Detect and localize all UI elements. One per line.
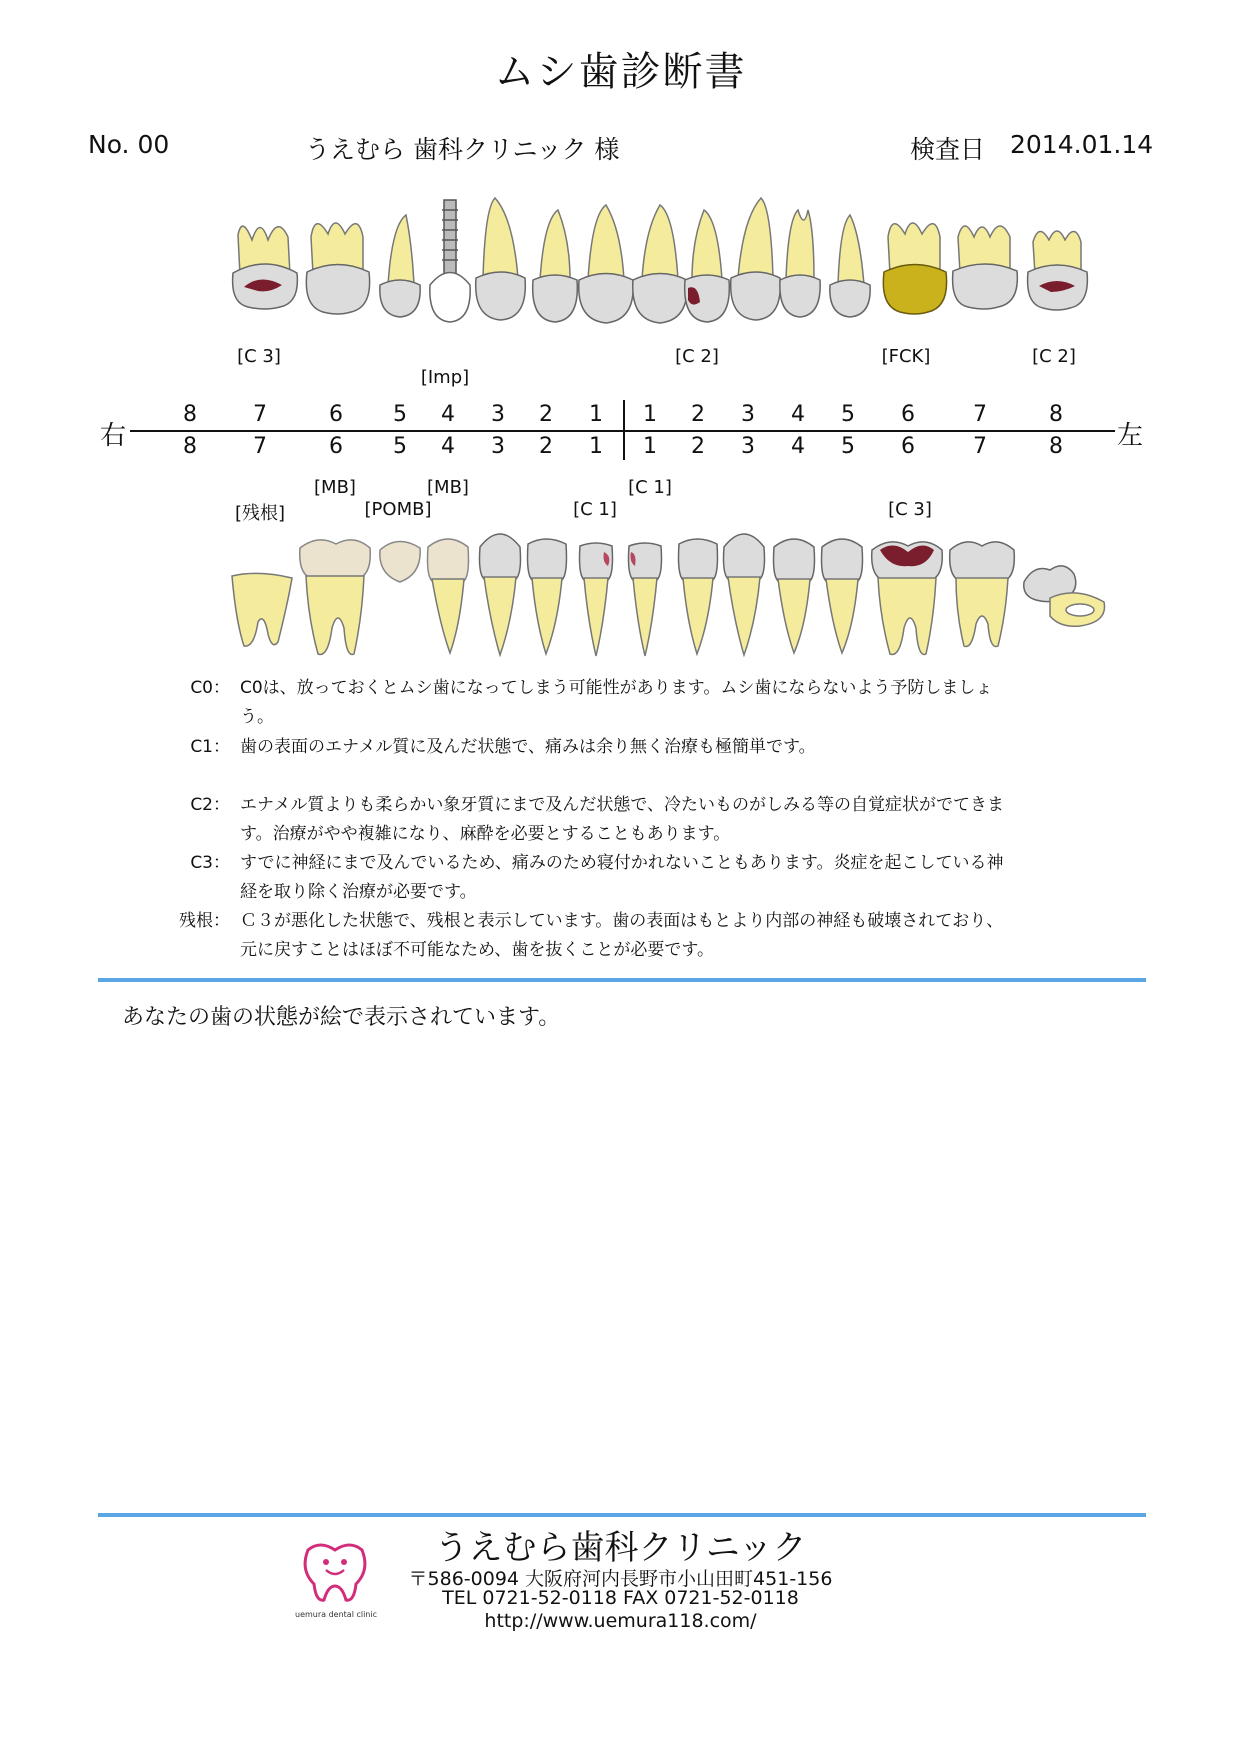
legend-key-c1: C1： [190,737,230,757]
upper-tooth-number-1: 7 [253,402,267,427]
upper-tooth-number-3: 5 [393,402,407,427]
tooth-lower-left-7 [948,538,1016,650]
lower-tooth-number-8: 1 [643,434,657,459]
legend-text-c3: すでに神経にまで及んでいるため、痛みのため寝付かれないこともあります。炎症を起こしている神経を取り除く治療が必要です。 [240,853,1004,902]
tooth-lower-right-1 [578,538,614,658]
lower-tooth-number-0: 8 [183,434,197,459]
tooth-lower-pontic [378,538,423,588]
footer-divider [98,1513,1146,1517]
clinic-url[interactable] [0,1610,1241,1632]
upper-tooth-number-14: 7 [973,402,987,427]
lower-teeth [0,0,1241,680]
tooth-lower-left-4 [772,535,817,655]
upper-label-imp: [Imp] [420,367,470,388]
legend-key-c3: C3： [190,853,230,873]
lower-tooth-number-5: 3 [491,434,505,459]
lower-tooth-number-9: 2 [691,434,705,459]
legend-key-residual-root: 残根： [179,911,230,931]
tooth-lower-right-8 [228,572,298,652]
legend-text-c2: エナメル質よりも柔らかい象牙質にまで及んだ状態で、冷たいものがしみる等の自覚症状がでてきます。治療がやや複雑になり、麻酔を必要とすることもあります。 [240,795,1004,844]
tooth-lower-left-5 [820,535,865,655]
upper-tooth-number-10: 3 [741,402,755,427]
legend-text-c0: C0は、放っておくとムシ歯になってしまう可能性があります。ムシ歯にならないよう予防しましょう。 [240,678,993,727]
lower-label-c1-right: [C 1] [573,499,617,520]
upper-tooth-number-15: 8 [1049,402,1063,427]
right-side-label: 右 [100,421,127,451]
exam-date: 2014.01.14 [1010,130,1154,159]
tooth-lower-right-7 [298,538,373,658]
lower-label-residual-root: [残根] [234,503,286,524]
upper-label-c2-left: [C 2] [1032,346,1076,367]
lower-label-pomb: [POMB] [364,499,432,520]
lower-label-c1-left: [C 1] [628,477,672,498]
upper-label-c2: [C 2] [675,346,719,367]
tooth-lower-left-2 [677,532,719,657]
upper-tooth-number-12: 5 [841,402,855,427]
document-title: ムシ歯診断書 [494,49,747,95]
upper-tooth-number-13: 6 [901,402,915,427]
lower-tooth-number-6: 2 [539,434,553,459]
upper-tooth-number-7: 1 [589,402,603,427]
lower-tooth-number-2: 6 [329,434,343,459]
lower-label-mb: [MB] [314,477,356,498]
upper-tooth-number-11: 4 [791,402,805,427]
status-message: あなたの歯の状態が絵で表示されています。 [122,1005,561,1030]
upper-tooth-number-0: 8 [183,402,197,427]
tooth-lower-left-3 [722,525,767,657]
tooth-lower-right-4 [426,535,471,655]
clinic-phone: TEL 0721-52-0118 FAX 0721-52-0118 [442,1587,799,1609]
lower-tooth-number-11: 4 [791,434,805,459]
tooth-lower-left-6 [870,538,945,658]
lower-tooth-number-4: 4 [441,434,455,459]
upper-tooth-number-4: 4 [441,402,455,427]
exam-date-label: 検査日 [910,135,986,164]
legend-key-c0: C0： [190,678,230,698]
clinic-url-text[interactable]: http://www.uemura118.com/ [484,1610,757,1632]
legend-key-c2: C2： [190,795,230,815]
record-number: No. 00 [88,130,170,159]
patient-name: うえむら 歯科クリニック 様 [305,135,620,164]
upper-tooth-number-9: 2 [691,402,705,427]
upper-label-c3: [C 3] [237,346,281,367]
lower-label-c3: [C 3] [888,499,932,520]
lower-tooth-number-3: 5 [393,434,407,459]
logo-text: uemura dental clinic [295,1610,377,1619]
lower-label-mb-2: [MB] [427,477,469,498]
upper-tooth-number-6: 2 [539,402,553,427]
legend-text-c1: 歯の表面のエナメル質に及んだ状態で、痛みは余り無く治療も極簡単です。 [240,737,816,757]
section-divider [98,978,1146,982]
tooth-lower-right-2 [526,532,568,657]
tooth-lower-left-8 [1020,560,1110,635]
lower-tooth-number-13: 6 [901,434,915,459]
left-side-label: 左 [1117,421,1144,451]
lower-tooth-number-7: 1 [589,434,603,459]
tooth-lower-right-3 [478,525,523,657]
lower-tooth-number-15: 8 [1049,434,1063,459]
legend-text-residual-root: Ｃ３が悪化した状態で、残根と表示しています。歯の表面はもとより内部の神経も破壊されており、元に戻すことはほぼ不可能なため、歯を抜くことが必要です。 [240,911,1004,960]
lower-tooth-number-10: 3 [741,434,755,459]
lower-tooth-number-1: 7 [253,434,267,459]
lower-tooth-number-14: 7 [973,434,987,459]
upper-tooth-number-2: 6 [329,402,343,427]
clinic-name: うえむら歯科クリニック [434,1528,807,1568]
upper-label-fck: [FCK] [881,346,931,367]
tooth-lower-left-1 [627,538,663,658]
upper-tooth-number-5: 3 [491,402,505,427]
lower-tooth-number-12: 5 [841,434,855,459]
upper-tooth-number-8: 1 [643,402,657,427]
clinic-address: 〒586-0094 大阪府河内長野市小山田町451-156 [408,1568,833,1590]
